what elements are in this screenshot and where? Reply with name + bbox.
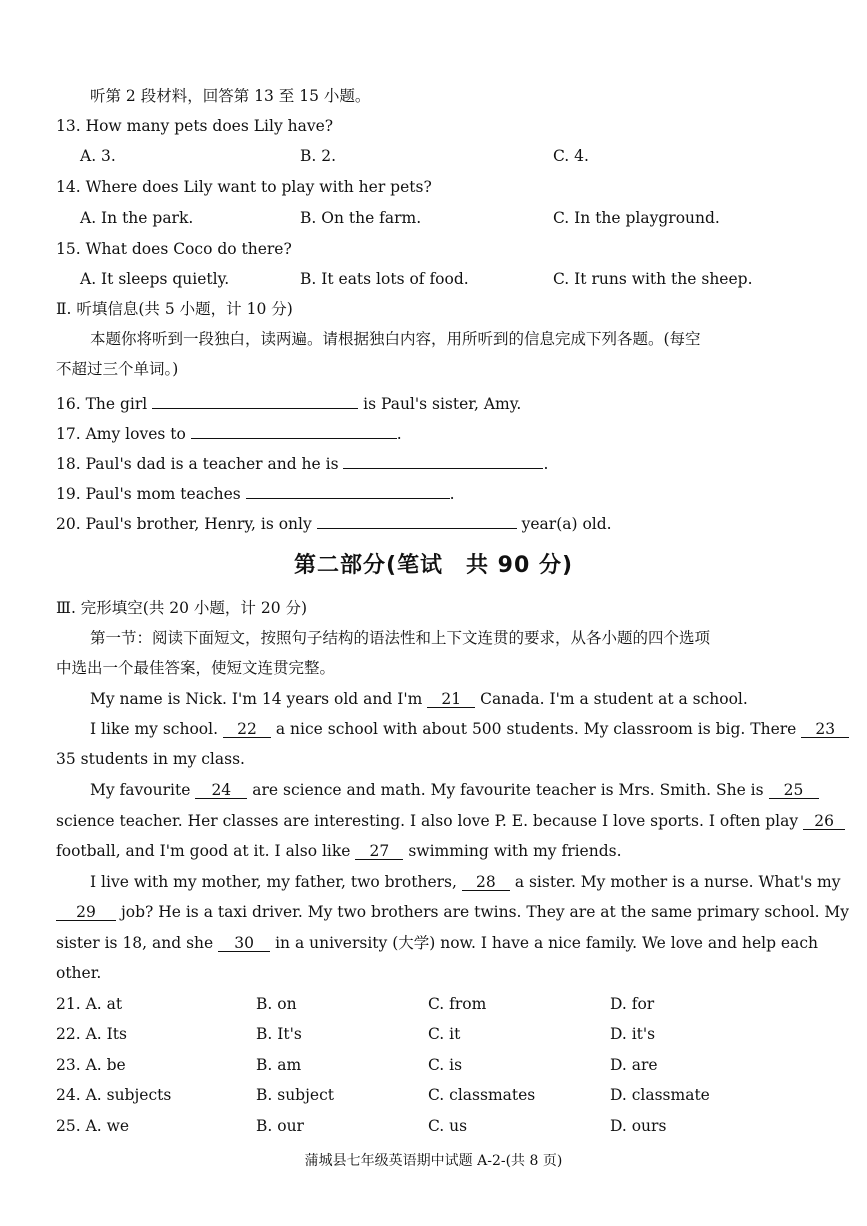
question-13-option-c: C. 4.	[553, 147, 589, 165]
cloze-blank-22[interactable]: 22	[223, 719, 271, 738]
question-13-stem: 13. How many pets does Lily have?	[56, 117, 334, 135]
written-part-heading: 第二部分(笔试 共 90 分)	[293, 553, 574, 578]
passage-line-3: 35 students in my class.	[56, 750, 245, 768]
cloze-blank-29[interactable]: 29	[56, 902, 116, 921]
fill-20-blank[interactable]	[317, 510, 517, 529]
question-13-option-b: B. 2.	[300, 147, 337, 165]
cloze-blank-30[interactable]: 30	[218, 933, 270, 952]
passage-line-10: other.	[56, 964, 102, 982]
passage-line-1	[90, 689, 748, 709]
page-footer: 蒲城县七年级英语期中试题 A-2-(共 8 页)	[304, 1153, 563, 1169]
passage-line-9	[56, 933, 818, 953]
passage-text: I like my school.	[90, 720, 219, 738]
cloze-blank-21[interactable]: 21	[427, 689, 475, 708]
fill-question-16	[56, 390, 521, 414]
cloze-blank-27[interactable]: 27	[355, 841, 403, 860]
fill-18-blank[interactable]	[343, 450, 543, 469]
fill-18-suffix: .	[543, 455, 549, 473]
fill-20-prefix: 20. Paul's brother, Henry, is only	[56, 515, 312, 533]
cloze-blank-23[interactable]: 23	[801, 719, 849, 738]
question-15-option-c: C. It runs with the sheep.	[553, 270, 753, 288]
passage-text: My name is Nick. I'm 14 years old and I'm	[90, 690, 423, 708]
option-22-c: C. it	[428, 1025, 461, 1043]
fill-16-suffix: is Paul's sister, Amy.	[363, 395, 522, 413]
passage-text: in a university (大学) now. I have a nice family. We love and help each	[275, 934, 819, 952]
question-15-stem: 15. What does Coco do there?	[56, 240, 292, 258]
fill-18-prefix: 18. Paul's dad is a teacher and he is	[56, 455, 339, 473]
passage-line-5	[56, 811, 845, 831]
fill-19-suffix: .	[449, 485, 455, 503]
question-14-option-c: C. In the playground.	[553, 209, 720, 227]
part-2-title: Ⅱ. 听填信息(共 5 小题，计 10 分)	[56, 300, 293, 318]
option-23-b: B. am	[256, 1056, 302, 1074]
option-25-d: D. ours	[610, 1117, 667, 1135]
question-14-option-a: A. In the park.	[80, 209, 194, 227]
passage-line-4	[90, 780, 819, 800]
fill-17-blank[interactable]	[191, 420, 397, 439]
question-13-option-a: A. 3.	[80, 147, 116, 165]
passage-text: My favourite	[90, 781, 191, 799]
cloze-blank-28[interactable]: 28	[462, 872, 510, 891]
passage-text: are science and math. My favourite teacher is Mrs. Smith. She is	[252, 781, 764, 799]
fill-17-suffix: .	[396, 425, 402, 443]
passage-text: science teacher. Her classes are interesting. I also love P. E. because I love sports. I often play	[56, 812, 799, 830]
option-24-a: 24. A. subjects	[56, 1086, 172, 1104]
question-15-option-a: A. It sleeps quietly.	[80, 270, 230, 288]
option-23-c: C. is	[428, 1056, 463, 1074]
passage-text: a nice school with about 500 students. My classroom is big. There	[275, 720, 797, 738]
option-22-b: B. It's	[256, 1025, 302, 1043]
passage-text: I live with my mother, my father, two brothers,	[90, 873, 457, 891]
part-2-instructions-line-1: 本题你将听到一段独白，读两遍。请根据独白内容，用所听到的信息完成下列各题。(每空	[90, 330, 701, 348]
option-21-b: B. on	[256, 995, 297, 1013]
part-3-instructions-line-2: 中选出一个最佳答案，使短文连贯完整。	[56, 659, 336, 677]
option-25-a: 25. A. we	[56, 1117, 130, 1135]
part-2-instructions-line-2: 不超过三个单词。)	[56, 360, 179, 378]
question-15-option-b: B. It eats lots of food.	[300, 270, 469, 288]
passage-text: swimming with my friends.	[408, 842, 622, 860]
option-23-a: 23. A. be	[56, 1056, 126, 1074]
passage-text: a sister. My mother is a nurse. What's my	[514, 873, 841, 891]
option-24-d: D. classmate	[610, 1086, 710, 1104]
cloze-blank-26[interactable]: 26	[803, 811, 845, 830]
passage-text: job? He is a taxi driver. My two brothers are twins. They are at the same primary school. My	[120, 903, 850, 921]
part-3-instructions-line-1: 第一节：阅读下面短文，按照句子结构的语法性和上下文连贯的要求，从各小题的四个选项	[90, 629, 711, 647]
fill-question-20	[56, 510, 612, 534]
passage-text: Canada. I'm a student at a school.	[480, 690, 748, 708]
option-24-c: C. classmates	[428, 1086, 536, 1104]
option-22-a: 22. A. Its	[56, 1025, 127, 1043]
fill-19-blank[interactable]	[246, 480, 450, 499]
option-21-c: C. from	[428, 995, 487, 1013]
fill-20-suffix: year(a) old.	[521, 515, 612, 533]
passage-text: football, and I'm good at it. I also like	[56, 842, 351, 860]
passage-line-8	[56, 902, 849, 922]
fill-16-prefix: 16. The girl	[56, 395, 148, 413]
section-intro: 听第 2 段材料，回答第 13 至 15 小题。	[90, 87, 371, 105]
question-14-stem: 14. Where does Lily want to play with her pets?	[56, 178, 432, 196]
option-25-c: C. us	[428, 1117, 468, 1135]
fill-question-19	[56, 480, 455, 504]
fill-question-18	[56, 450, 548, 474]
passage-text: sister is 18, and she	[56, 934, 214, 952]
part-3-title: Ⅲ. 完形填空(共 20 小题，计 20 分)	[56, 599, 308, 617]
question-14-option-b: B. On the farm.	[300, 209, 422, 227]
option-21-d: D. for	[610, 995, 655, 1013]
cloze-blank-24[interactable]: 24	[195, 780, 247, 799]
option-23-d: D. are	[610, 1056, 658, 1074]
cloze-blank-25[interactable]: 25	[769, 780, 819, 799]
option-22-d: D. it's	[610, 1025, 656, 1043]
option-21-a: 21. A. at	[56, 995, 123, 1013]
passage-line-6	[56, 841, 622, 861]
passage-line-7	[90, 872, 840, 892]
fill-question-17	[56, 420, 402, 444]
option-25-b: B. our	[256, 1117, 304, 1135]
fill-16-blank[interactable]	[152, 390, 358, 409]
option-24-b: B. subject	[256, 1086, 334, 1104]
fill-19-prefix: 19. Paul's mom teaches	[56, 485, 241, 503]
passage-line-2	[90, 719, 849, 739]
fill-17-prefix: 17. Amy loves to	[56, 425, 186, 443]
